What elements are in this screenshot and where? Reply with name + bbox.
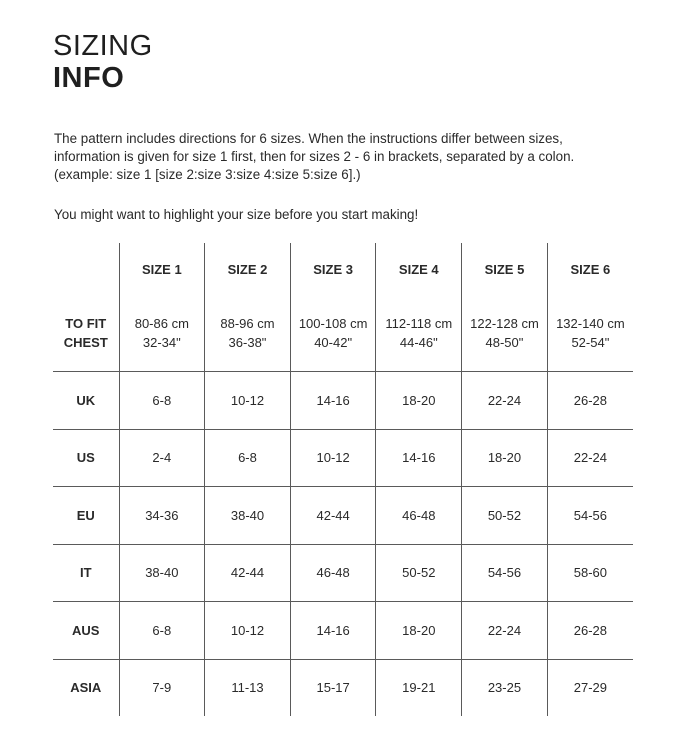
row-label: ASIA [70, 680, 102, 696]
size-cell: 10-12 [290, 429, 376, 487]
size-cell: 6-8 [205, 429, 291, 487]
size-cell: 26-28 [547, 372, 633, 430]
chest-cm: 112-118 cm [385, 316, 453, 331]
chest-cell [205, 295, 291, 372]
size-cell: 2-4 [119, 429, 205, 487]
size-cell: 58-60 [547, 544, 633, 602]
size-row-asia [53, 659, 633, 716]
row-label: EU [53, 487, 119, 545]
size-header: SIZE 5 [462, 243, 548, 295]
size-header: SIZE 4 [376, 243, 462, 295]
size-cell: 34-36 [119, 487, 205, 545]
chest-cell [119, 295, 205, 372]
size-cell: 14-16 [376, 429, 462, 487]
size-cell: 54-56 [547, 487, 633, 545]
size-cell: 19-21 [376, 659, 462, 716]
chest-cm: 132-140 cm [556, 316, 625, 331]
size-cell: 15-17 [290, 659, 376, 716]
size-cell: 27-29 [547, 659, 633, 716]
size-header: SIZE 3 [290, 243, 376, 295]
size-row-it [53, 544, 633, 602]
size-cell: 38-40 [205, 487, 291, 545]
chest-cell [547, 295, 633, 372]
page-title-line2: INFO [53, 62, 125, 94]
row-label: AUS [53, 602, 119, 660]
size-row-uk [53, 372, 633, 430]
row-label-line: TO FIT [65, 316, 107, 331]
row-label-chest [53, 295, 119, 372]
chest-inches: 36-38" [228, 335, 267, 350]
highlight-tip: You might want to highlight your size before you start making! [54, 207, 419, 222]
row-label-line: CHEST [63, 335, 108, 350]
size-cell: 6-8 [119, 372, 205, 430]
chest-inches: 52-54" [571, 335, 610, 350]
size-cell: 42-44 [290, 487, 376, 545]
chest-cm: 80-86 cm [134, 316, 189, 331]
size-cell: 22-24 [462, 372, 548, 430]
size-cell: 54-56 [462, 544, 548, 602]
page-title-line1: SIZING [53, 30, 153, 62]
size-header: SIZE 1 [119, 243, 205, 295]
size-cell: 23-25 [462, 659, 548, 716]
chest-cell [376, 295, 462, 372]
intro-line: (example: size 1 [size 2:size 3:size 4:size 5:size 6].) [54, 167, 361, 182]
size-header-row [53, 243, 633, 295]
intro-line: information is given for size 1 first, then for sizes 2 - 6 in brackets, separated by a colon. [54, 149, 575, 164]
size-cell: 14-16 [290, 602, 376, 660]
chest-inches: 44-46" [399, 335, 438, 350]
intro-paragraph [54, 130, 654, 184]
size-cell: 22-24 [462, 602, 548, 660]
size-cell: 42-44 [205, 544, 291, 602]
chest-cell [290, 295, 376, 372]
chest-row [53, 295, 633, 372]
size-cell: 50-52 [462, 487, 548, 545]
size-row-aus [53, 602, 633, 660]
size-cell: 50-52 [376, 544, 462, 602]
size-cell: 10-12 [205, 372, 291, 430]
size-cell: 38-40 [119, 544, 205, 602]
size-cell: 46-48 [290, 544, 376, 602]
size-header: SIZE 6 [547, 243, 633, 295]
intro-line: The pattern includes directions for 6 sizes. When the instructions differ between sizes, [54, 131, 563, 146]
size-cell: 18-20 [376, 372, 462, 430]
size-cell: 18-20 [376, 602, 462, 660]
chest-cm: 88-96 cm [220, 316, 275, 331]
corner-cell [53, 243, 119, 295]
size-cell: 6-8 [119, 602, 205, 660]
size-cell: 26-28 [547, 602, 633, 660]
size-header: SIZE 2 [205, 243, 291, 295]
row-label: US [53, 429, 119, 487]
chest-inches: 48-50" [485, 335, 524, 350]
size-cell: 7-9 [119, 659, 205, 716]
row-label: IT [53, 544, 119, 602]
chest-inches: 32-34" [142, 335, 181, 350]
size-cell: 14-16 [290, 372, 376, 430]
size-row-eu [53, 487, 633, 545]
chest-cell [462, 295, 548, 372]
size-cell: 22-24 [547, 429, 633, 487]
chest-cm: 100-108 cm [298, 316, 368, 331]
size-cell: 18-20 [462, 429, 548, 487]
size-row-us [53, 429, 633, 487]
size-cell: 46-48 [376, 487, 462, 545]
row-label: UK [53, 372, 119, 430]
chest-cm: 122-128 cm [470, 316, 539, 331]
size-cell: 11-13 [205, 659, 291, 716]
chest-inches: 40-42" [314, 335, 353, 350]
size-chart-table [53, 243, 633, 716]
size-cell: 10-12 [205, 602, 291, 660]
